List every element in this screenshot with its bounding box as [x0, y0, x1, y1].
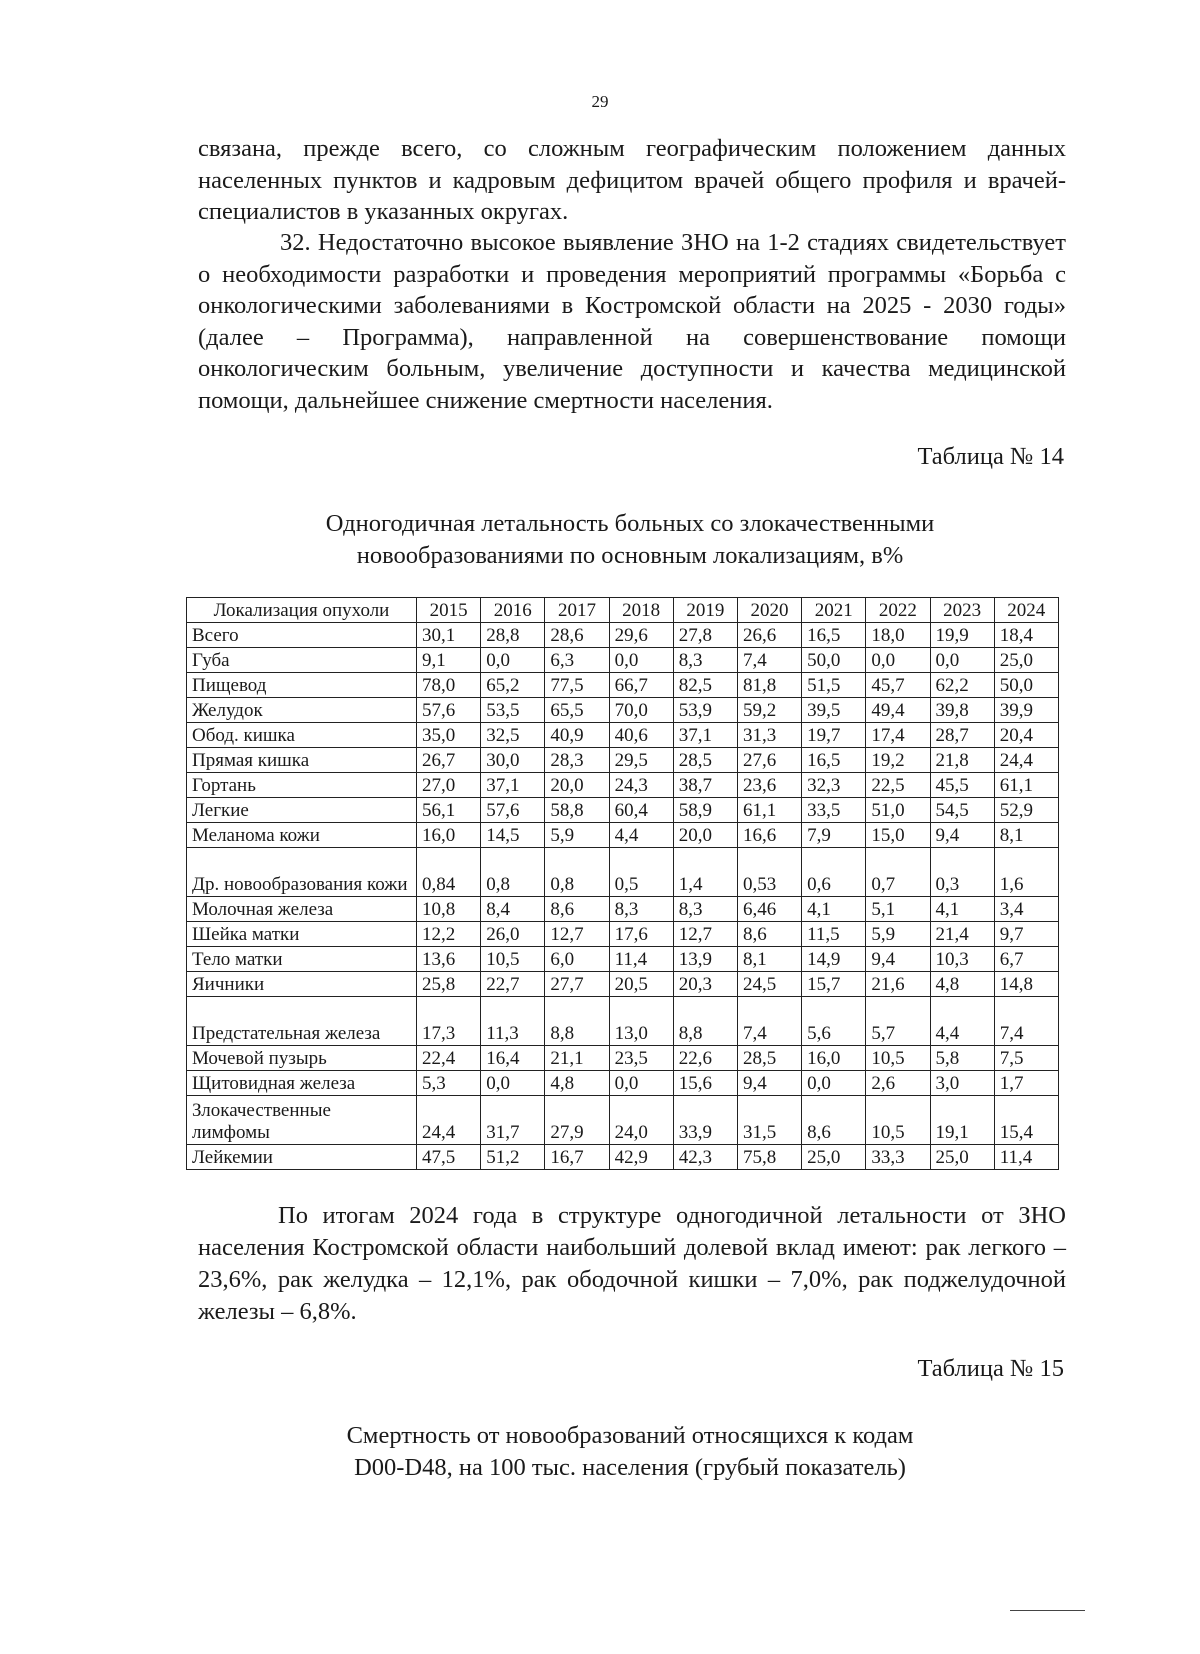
row-localization: Желудок	[187, 698, 417, 723]
row-value: 51,5	[802, 673, 866, 698]
row-value: 11,5	[802, 922, 866, 947]
row-value: 39,9	[994, 698, 1058, 723]
table-row	[187, 1145, 1059, 1170]
row-value: 61,1	[994, 773, 1058, 798]
paragraph-intro: связана, прежде всего, со сложным географическим положением данных населенных пунктов и кадровым дефицитом врачей общего профиля и врачей-специалистов в указанных округах.	[198, 135, 1066, 225]
row-value: 0,84	[417, 848, 481, 897]
row-localization: Мочевой пузырь	[187, 1046, 417, 1071]
row-value: 15,0	[866, 823, 930, 848]
row-value: 5,1	[866, 897, 930, 922]
row-value: 22,4	[417, 1046, 481, 1071]
row-value: 0,8	[481, 848, 545, 897]
row-value: 21,1	[545, 1046, 609, 1071]
row-value: 6,0	[545, 947, 609, 972]
header-year: 2018	[609, 598, 673, 623]
row-value: 24,3	[609, 773, 673, 798]
row-value: 3,4	[994, 897, 1058, 922]
table-header-row	[187, 598, 1059, 623]
row-value: 10,3	[930, 947, 994, 972]
row-value: 59,2	[737, 698, 801, 723]
row-value: 24,5	[737, 972, 801, 997]
row-value: 25,0	[930, 1145, 994, 1170]
row-localization: Пищевод	[187, 673, 417, 698]
row-localization: Всего	[187, 623, 417, 648]
header-year: 2017	[545, 598, 609, 623]
header-year: 2023	[930, 598, 994, 623]
row-value: 23,5	[609, 1046, 673, 1071]
row-value: 8,4	[481, 897, 545, 922]
row-value: 18,0	[866, 623, 930, 648]
table-15-caption-line-1: Смертность от новообразований относящихся к кодам	[346, 1422, 914, 1449]
row-value: 16,6	[737, 823, 801, 848]
table-row	[187, 922, 1059, 947]
row-value: 14,5	[481, 823, 545, 848]
table-15-caption	[200, 1420, 1060, 1484]
row-localization: Легкие	[187, 798, 417, 823]
row-value: 5,9	[866, 922, 930, 947]
row-value: 28,8	[481, 623, 545, 648]
row-value: 22,6	[673, 1046, 737, 1071]
row-value: 17,4	[866, 723, 930, 748]
row-value: 24,4	[417, 1096, 481, 1145]
row-value: 2,6	[866, 1071, 930, 1096]
row-value: 31,3	[737, 723, 801, 748]
row-value: 12,7	[673, 922, 737, 947]
row-value: 0,5	[609, 848, 673, 897]
row-value: 11,4	[994, 1145, 1058, 1170]
row-value: 4,8	[930, 972, 994, 997]
row-value: 53,9	[673, 698, 737, 723]
row-value: 28,6	[545, 623, 609, 648]
row-value: 7,5	[994, 1046, 1058, 1071]
row-value: 45,5	[930, 773, 994, 798]
row-localization: Обод. кишка	[187, 723, 417, 748]
row-value: 16,5	[802, 748, 866, 773]
table-row	[187, 773, 1059, 798]
row-value: 77,5	[545, 673, 609, 698]
row-value: 1,4	[673, 848, 737, 897]
row-value: 62,2	[930, 673, 994, 698]
row-value: 12,7	[545, 922, 609, 947]
row-value: 27,8	[673, 623, 737, 648]
row-value: 7,4	[737, 648, 801, 673]
row-value: 4,1	[930, 897, 994, 922]
table-row	[187, 648, 1059, 673]
row-value: 53,5	[481, 698, 545, 723]
row-value: 51,0	[866, 798, 930, 823]
row-value: 21,4	[930, 922, 994, 947]
row-value: 22,5	[866, 773, 930, 798]
row-value: 8,6	[737, 922, 801, 947]
row-localization: Меланома кожи	[187, 823, 417, 848]
row-value: 10,8	[417, 897, 481, 922]
row-value: 25,8	[417, 972, 481, 997]
row-value: 8,3	[609, 897, 673, 922]
row-value: 28,3	[545, 748, 609, 773]
row-value: 1,6	[994, 848, 1058, 897]
row-value: 32,5	[481, 723, 545, 748]
row-value: 66,7	[609, 673, 673, 698]
row-value: 25,0	[802, 1145, 866, 1170]
row-value: 0,53	[737, 848, 801, 897]
row-value: 10,5	[866, 1096, 930, 1145]
row-value: 24,0	[609, 1096, 673, 1145]
row-value: 27,6	[737, 748, 801, 773]
footer-divider	[1010, 1610, 1085, 1611]
row-value: 65,5	[545, 698, 609, 723]
row-value: 8,8	[545, 997, 609, 1046]
row-value: 26,0	[481, 922, 545, 947]
row-value: 13,6	[417, 947, 481, 972]
header-year: 2015	[417, 598, 481, 623]
table-row	[187, 723, 1059, 748]
row-value: 58,8	[545, 798, 609, 823]
row-value: 0,0	[866, 648, 930, 673]
row-value: 30,0	[481, 748, 545, 773]
row-value: 18,4	[994, 623, 1058, 648]
row-value: 4,8	[545, 1071, 609, 1096]
row-value: 50,0	[994, 673, 1058, 698]
row-value: 42,9	[609, 1145, 673, 1170]
row-value: 8,6	[545, 897, 609, 922]
row-value: 7,4	[737, 997, 801, 1046]
row-value: 47,5	[417, 1145, 481, 1170]
row-value: 14,8	[994, 972, 1058, 997]
row-value: 54,5	[930, 798, 994, 823]
table-row	[187, 997, 1059, 1046]
row-value: 10,5	[866, 1046, 930, 1071]
row-value: 29,5	[609, 748, 673, 773]
row-value: 4,4	[930, 997, 994, 1046]
row-value: 5,7	[866, 997, 930, 1046]
row-value: 5,9	[545, 823, 609, 848]
row-value: 16,4	[481, 1046, 545, 1071]
page-number: 29	[591, 92, 609, 111]
table-15-label: Таблица № 15	[917, 1355, 1064, 1382]
row-value: 42,3	[673, 1145, 737, 1170]
table-row	[187, 748, 1059, 773]
row-value: 51,2	[481, 1145, 545, 1170]
row-value: 0,3	[930, 848, 994, 897]
row-localization: Предстательная железа	[187, 997, 417, 1046]
row-localization: Др. новообразования кожи	[187, 848, 417, 897]
row-value: 16,7	[545, 1145, 609, 1170]
row-value: 7,4	[994, 997, 1058, 1046]
row-value: 37,1	[481, 773, 545, 798]
row-value: 11,4	[609, 947, 673, 972]
row-value: 81,8	[737, 673, 801, 698]
row-value: 12,2	[417, 922, 481, 947]
row-value: 40,6	[609, 723, 673, 748]
row-value: 57,6	[481, 798, 545, 823]
row-value: 9,4	[930, 823, 994, 848]
row-localization: Щитовидная железа	[187, 1071, 417, 1096]
row-value: 19,7	[802, 723, 866, 748]
row-value: 17,6	[609, 922, 673, 947]
row-value: 8,8	[673, 997, 737, 1046]
row-value: 5,3	[417, 1071, 481, 1096]
table-row	[187, 823, 1059, 848]
row-value: 17,3	[417, 997, 481, 1046]
row-value: 28,7	[930, 723, 994, 748]
table-14-caption-line-1: Одногодичная летальность больных со злокачественными	[325, 510, 935, 537]
row-value: 31,7	[481, 1096, 545, 1145]
row-value: 5,6	[802, 997, 866, 1046]
row-value: 5,8	[930, 1046, 994, 1071]
row-localization: Гортань	[187, 773, 417, 798]
row-value: 40,9	[545, 723, 609, 748]
header-year: 2024	[994, 598, 1058, 623]
row-value: 9,4	[866, 947, 930, 972]
row-value: 6,7	[994, 947, 1058, 972]
table-14-label: Таблица № 14	[917, 443, 1064, 470]
row-value: 28,5	[737, 1046, 801, 1071]
row-value: 38,7	[673, 773, 737, 798]
row-value: 33,5	[802, 798, 866, 823]
table-14-caption-line-2: новообразованиями по основным локализациям, в%	[356, 542, 904, 569]
row-value: 49,4	[866, 698, 930, 723]
row-value: 20,4	[994, 723, 1058, 748]
row-value: 82,5	[673, 673, 737, 698]
row-localization: Тело матки	[187, 947, 417, 972]
row-value: 0,0	[609, 648, 673, 673]
table-row	[187, 798, 1059, 823]
row-value: 21,6	[866, 972, 930, 997]
row-value: 8,3	[673, 897, 737, 922]
row-value: 27,9	[545, 1096, 609, 1145]
row-value: 9,7	[994, 922, 1058, 947]
row-value: 19,9	[930, 623, 994, 648]
table-row	[187, 947, 1059, 972]
row-value: 75,8	[737, 1145, 801, 1170]
row-value: 16,0	[417, 823, 481, 848]
table-row	[187, 897, 1059, 922]
row-value: 0,6	[802, 848, 866, 897]
header-year: 2016	[481, 598, 545, 623]
row-value: 8,6	[802, 1096, 866, 1145]
row-value: 20,0	[673, 823, 737, 848]
row-value: 37,1	[673, 723, 737, 748]
row-localization: Яичники	[187, 972, 417, 997]
row-value: 1,7	[994, 1071, 1058, 1096]
row-value: 28,5	[673, 748, 737, 773]
row-value: 26,7	[417, 748, 481, 773]
row-value: 65,2	[481, 673, 545, 698]
row-value: 8,1	[737, 947, 801, 972]
row-value: 70,0	[609, 698, 673, 723]
row-localization: Прямая кишка	[187, 748, 417, 773]
row-value: 20,0	[545, 773, 609, 798]
row-value: 26,6	[737, 623, 801, 648]
row-value: 0,7	[866, 848, 930, 897]
row-value: 56,1	[417, 798, 481, 823]
table-row	[187, 972, 1059, 997]
row-value: 15,4	[994, 1096, 1058, 1145]
row-value: 35,0	[417, 723, 481, 748]
row-value: 14,9	[802, 947, 866, 972]
row-value: 32,3	[802, 773, 866, 798]
row-value: 24,4	[994, 748, 1058, 773]
row-value: 16,5	[802, 623, 866, 648]
row-value: 0,0	[802, 1071, 866, 1096]
header-year: 2021	[802, 598, 866, 623]
row-value: 9,1	[417, 648, 481, 673]
row-value: 52,9	[994, 798, 1058, 823]
row-value: 13,0	[609, 997, 673, 1046]
row-value: 13,9	[673, 947, 737, 972]
row-localization: Молочная железа	[187, 897, 417, 922]
table-15-caption-line-2: D00-D48, на 100 тыс. населения (грубый показатель)	[354, 1454, 906, 1481]
table-14-caption	[200, 508, 1060, 572]
row-value: 8,1	[994, 823, 1058, 848]
row-value: 19,2	[866, 748, 930, 773]
row-value: 33,3	[866, 1145, 930, 1170]
row-value: 50,0	[802, 648, 866, 673]
header-year: 2022	[866, 598, 930, 623]
row-value: 3,0	[930, 1071, 994, 1096]
table-row	[187, 1071, 1059, 1096]
row-value: 25,0	[994, 648, 1058, 673]
row-value: 23,6	[737, 773, 801, 798]
table-row	[187, 848, 1059, 897]
row-value: 27,0	[417, 773, 481, 798]
row-value: 45,7	[866, 673, 930, 698]
row-localization: Губа	[187, 648, 417, 673]
row-value: 4,1	[802, 897, 866, 922]
row-value: 9,4	[737, 1071, 801, 1096]
row-value: 20,3	[673, 972, 737, 997]
table-row	[187, 698, 1059, 723]
row-value: 0,8	[545, 848, 609, 897]
header-year: 2019	[673, 598, 737, 623]
table-row	[187, 673, 1059, 698]
row-value: 8,3	[673, 648, 737, 673]
row-value: 57,6	[417, 698, 481, 723]
row-value: 22,7	[481, 972, 545, 997]
row-value: 31,5	[737, 1096, 801, 1145]
row-localization: Злокачественные лимфомы	[187, 1096, 417, 1145]
row-value: 61,1	[737, 798, 801, 823]
row-value: 19,1	[930, 1096, 994, 1145]
row-value: 30,1	[417, 623, 481, 648]
row-value: 6,46	[737, 897, 801, 922]
row-value: 15,7	[802, 972, 866, 997]
row-value: 60,4	[609, 798, 673, 823]
row-value: 15,6	[673, 1071, 737, 1096]
row-value: 27,7	[545, 972, 609, 997]
row-value: 33,9	[673, 1096, 737, 1145]
row-value: 78,0	[417, 673, 481, 698]
table-row	[187, 1046, 1059, 1071]
row-localization: Лейкемии	[187, 1145, 417, 1170]
row-value: 6,3	[545, 648, 609, 673]
row-value: 29,6	[609, 623, 673, 648]
row-value: 0,0	[481, 1071, 545, 1096]
table-row	[187, 623, 1059, 648]
row-value: 0,0	[609, 1071, 673, 1096]
row-value: 0,0	[481, 648, 545, 673]
row-localization: Шейка матки	[187, 922, 417, 947]
row-value: 39,5	[802, 698, 866, 723]
paragraph-32: 32. Недостаточно высокое выявление ЗНО на 1-2 стадиях свидетельствует о необходимости разработки и проведения мероприятий программы «Борьба с онкологическими заболеваниями в Костромской области на 2025 - 2030 годы» (далее – Программа), направленной на совершенствование помощи онкологическим больным, увеличение доступности и качества медицинской помощи, дальнейшее снижение смертности населения.	[198, 229, 1066, 414]
row-value: 11,3	[481, 997, 545, 1046]
row-value: 21,8	[930, 748, 994, 773]
row-value: 7,9	[802, 823, 866, 848]
row-value: 4,4	[609, 823, 673, 848]
lethality-table	[186, 597, 1059, 1170]
paragraph-summary-2024: По итогам 2024 года в структуре одногодичной летальности от ЗНО населения Костромской области наибольший долевой вклад имеют: рак легкого – 23,6%, рак желудка – 12,1%, рак ободочной кишки – 7,0%, рак поджелудочной железы – 6,8%.	[198, 1202, 1066, 1325]
row-value: 16,0	[802, 1046, 866, 1071]
table-row	[187, 1096, 1059, 1145]
row-value: 39,8	[930, 698, 994, 723]
header-year: 2020	[737, 598, 801, 623]
row-value: 10,5	[481, 947, 545, 972]
row-value: 20,5	[609, 972, 673, 997]
header-localization: Локализация опухоли	[187, 598, 417, 623]
row-value: 0,0	[930, 648, 994, 673]
row-value: 58,9	[673, 798, 737, 823]
